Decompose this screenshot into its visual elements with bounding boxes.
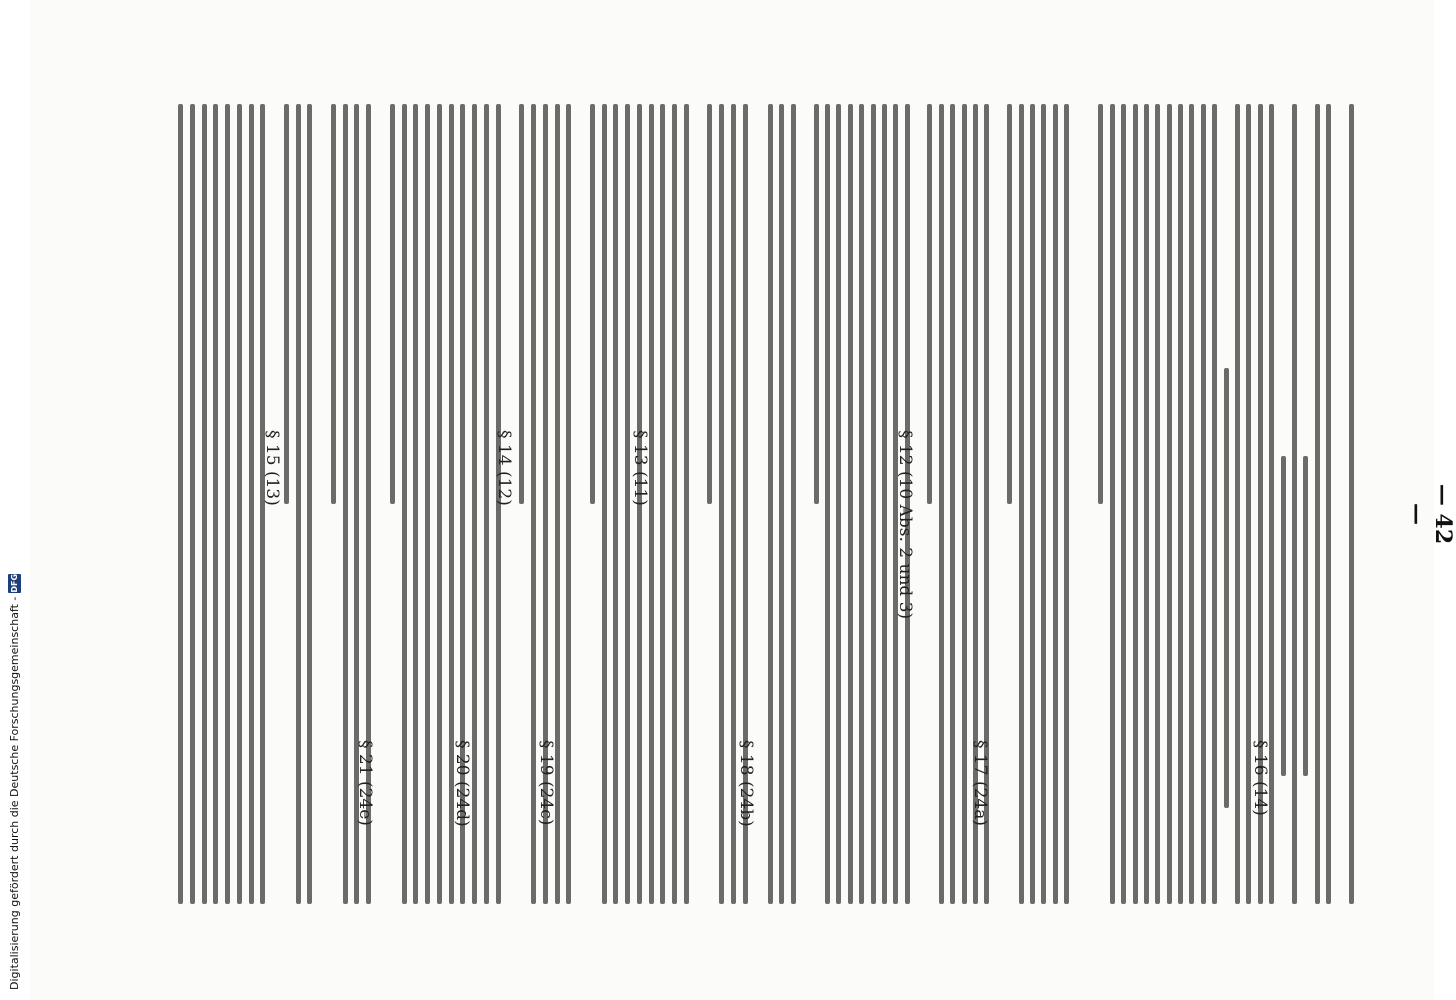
- text-line: [1178, 104, 1183, 904]
- text-line: [1292, 104, 1297, 904]
- text-line: [613, 104, 618, 904]
- text-line: [950, 104, 955, 904]
- text-line: [1303, 456, 1308, 776]
- text-line: [719, 104, 724, 904]
- text-line: [1030, 104, 1035, 904]
- text-line: [202, 104, 207, 904]
- text-line: [1167, 104, 1172, 904]
- text-line: [927, 104, 932, 504]
- text-line: [791, 104, 796, 904]
- text-line: [331, 104, 336, 504]
- section-heading: § 12 (10 Abs. 2 und 3): [895, 430, 915, 620]
- section-heading: § 18 (24b): [736, 740, 756, 827]
- text-line: [882, 104, 887, 904]
- text-line: [684, 104, 689, 904]
- text-line: [413, 104, 418, 904]
- text-line: [1315, 104, 1320, 904]
- page-number: — 42 —: [1404, 483, 1456, 545]
- text-line: [1133, 104, 1138, 904]
- text-line: [836, 104, 841, 904]
- section-heading: § 20 (24d): [452, 740, 472, 827]
- section-heading: § 19 (24c): [536, 740, 556, 826]
- text-line: [1326, 104, 1331, 904]
- text-line: [962, 104, 967, 904]
- text-line: [768, 104, 773, 904]
- text-line: [939, 104, 944, 904]
- text-line: [871, 104, 876, 904]
- text-line: [1041, 104, 1046, 904]
- dfg-logo: DFG: [10, 573, 19, 593]
- document-scan: [30, 0, 1456, 1000]
- text-line: [425, 104, 430, 904]
- text-line: [825, 104, 830, 904]
- text-line: [249, 104, 254, 904]
- section-heading: § 17 (24a): [970, 740, 990, 826]
- text-line: [814, 104, 819, 504]
- text-line: [472, 104, 477, 904]
- text-line: [296, 104, 301, 904]
- text-line: [1155, 104, 1160, 904]
- section-heading: § 15 (13): [262, 430, 282, 506]
- text-line: [848, 104, 853, 904]
- section-heading: § 21 (24e): [355, 740, 375, 826]
- text-line: [237, 104, 242, 904]
- text-line: [1212, 104, 1217, 904]
- text-line: [213, 104, 218, 904]
- text-line: [859, 104, 864, 904]
- text-line: [1144, 104, 1149, 904]
- section-heading: § 14 (12): [494, 430, 514, 506]
- text-line: [1007, 104, 1012, 504]
- footer-text: Digitalisierung gefördert durch die Deutsche Forschungsgemeinschaft -: [8, 596, 21, 990]
- text-line: [1201, 104, 1206, 904]
- text-line: [225, 104, 230, 904]
- text-line: [672, 104, 677, 904]
- text-line: [437, 104, 442, 904]
- text-line: [779, 104, 784, 904]
- text-line: [402, 104, 407, 904]
- text-line: [660, 104, 665, 904]
- text-line: [566, 104, 571, 904]
- text-line: [484, 104, 489, 904]
- text-line: [519, 104, 524, 504]
- section-heading: § 13 (11): [630, 430, 650, 506]
- section-heading: § 16 (14): [1250, 740, 1270, 816]
- text-line: [1019, 104, 1024, 904]
- text-line: [1110, 104, 1115, 904]
- text-line: [1281, 456, 1286, 776]
- text-line: [284, 104, 289, 504]
- text-line: [707, 104, 712, 504]
- text-line: [1224, 368, 1229, 808]
- text-line: [1053, 104, 1058, 904]
- text-line: [1235, 104, 1240, 904]
- text-line: [590, 104, 595, 504]
- text-line: [1098, 104, 1103, 504]
- text-line: [1349, 104, 1354, 904]
- text-line: [178, 104, 183, 904]
- text-line: [1189, 104, 1194, 904]
- digitization-footer: [8, 573, 21, 990]
- text-line: [307, 104, 312, 904]
- text-line: [190, 104, 195, 904]
- text-line: [390, 104, 395, 504]
- text-line: [602, 104, 607, 904]
- text-line: [1121, 104, 1126, 904]
- text-line: [1064, 104, 1069, 904]
- text-line: [343, 104, 348, 904]
